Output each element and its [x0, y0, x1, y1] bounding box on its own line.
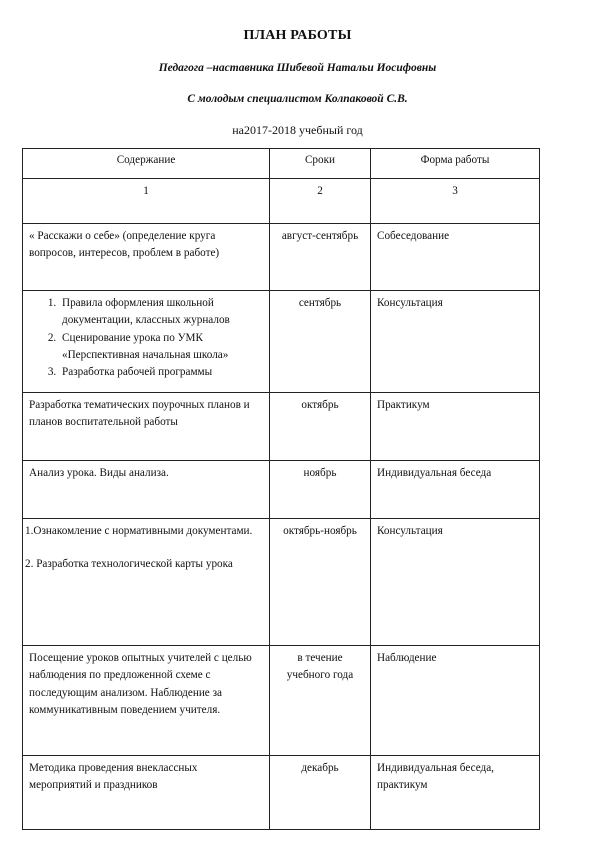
- topic-list: [29, 295, 263, 382]
- row-term: декабрь: [270, 756, 371, 830]
- row-content: [23, 519, 270, 646]
- row-term: октябрь: [270, 393, 371, 461]
- row-content: Анализ урока. Виды анализа.: [23, 461, 270, 519]
- specialist-line: С молодым специалистом Колпаковой С.В.: [187, 93, 408, 105]
- row-term: ноябрь: [270, 461, 371, 519]
- row-form: Собеседование: [371, 224, 540, 291]
- table-row: [23, 646, 540, 756]
- table-row: [23, 291, 540, 393]
- work-plan-table: [22, 148, 540, 830]
- table-row: [23, 519, 540, 646]
- row-form: Наблюдение: [371, 646, 540, 756]
- column-number-1: 1: [23, 179, 270, 224]
- row-form: Консультация: [371, 291, 540, 393]
- list-item: 2. Сценирование урока по УМК «Перспективная начальная школа»: [59, 330, 263, 365]
- row-paragraph: 2. Разработка технологической карты урока: [25, 558, 233, 571]
- year-line: на2017-2018 учебный год: [232, 123, 363, 137]
- table-row: [23, 393, 540, 461]
- row-content: Посещение уроков опытных учителей с целью наблюдения по предложенной схеме с последующим анализом. Наблюдение за коммуникативным поведением учителя.: [23, 646, 270, 756]
- column-number-2: 2: [270, 179, 371, 224]
- row-content: Методика проведения внеклассных мероприятий и праздников: [23, 756, 270, 830]
- row-term: август-сентябрь: [270, 224, 371, 291]
- row-term: октябрь-ноябрь: [270, 519, 371, 646]
- row-term: в течение учебного года: [270, 646, 371, 756]
- column-header-form: Форма работы: [371, 149, 540, 179]
- row-form: Индивидуальная беседа, практикум: [371, 756, 540, 830]
- column-number-3: 3: [371, 179, 540, 224]
- row-form: Консультация: [371, 519, 540, 646]
- list-item: 3. Разработка рабочей программы: [59, 364, 263, 381]
- row-content: Разработка тематических поурочных планов и планов воспитательной работы: [23, 393, 270, 461]
- table-row: [23, 756, 540, 830]
- row-paragraph: 1.Ознакомление с нормативными документами.: [25, 525, 253, 537]
- row-form: Индивидуальная беседа: [371, 461, 540, 519]
- row-content: [23, 291, 270, 393]
- page-title: ПЛАН РАБОТЫ: [243, 28, 352, 43]
- list-item: 1. Правила оформления школьной документации, классных журналов: [59, 295, 263, 330]
- mentor-line: Педагога –наставника Шибевой Натальи Иосифовны: [158, 62, 437, 74]
- column-header-term: Сроки: [270, 149, 371, 179]
- table-row: [23, 224, 540, 291]
- row-content: « Расскажи о себе» (определение круга вопросов, интересов, проблем в работе): [23, 224, 270, 291]
- column-header-content: Содержание: [23, 149, 270, 179]
- table-row: [23, 461, 540, 519]
- row-form: Практикум: [371, 393, 540, 461]
- header-row: [23, 149, 540, 179]
- paragraph-gap: [25, 540, 263, 556]
- row-term: сентябрь: [270, 291, 371, 393]
- number-row: [23, 179, 540, 224]
